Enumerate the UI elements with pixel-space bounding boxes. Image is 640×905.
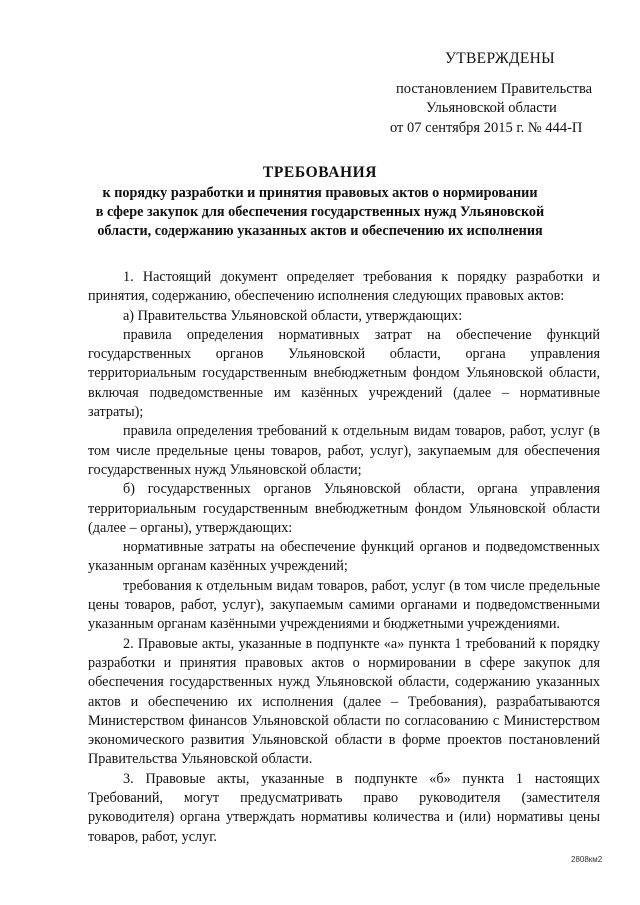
title-sub-1: к порядку разработки и принятия правовых актов о нормировании [102, 185, 538, 201]
paragraph-4: правила определения требований к отдельным видам товаров, работ, услуг (в том числе предельные цены товаров, работ, услуг), закупаемым для обеспечения государственных нужд Ульяновской области; [88, 423, 600, 478]
title-main: ТРЕБОВАНИЯ [262, 164, 378, 181]
paragraph-6: нормативные затраты на обеспечение функций органов и подведомственных указанным органам казённых учреждений; [88, 539, 600, 575]
document-title [60, 164, 580, 241]
paragraph-8: 2. Правовые акты, указанные в подпункте «а» пункта 1 требований к порядку разработки и принятия правовых актов о нормировании в сфере закупок для обеспечения государственных нужд Ульяновской области, содержанию указанных актов и обеспечению их исполнения (далее – Требования), разрабатываются Министерством финансов Ульяновской области по согласованию с Министерством экономического развития Ульяновской области в форме проектов постановлений Правительства Ульяновской области. [88, 635, 600, 768]
paragraph-1: 1. Настоящий документ определяет требования к порядку разработки и принятия, содержанию, обеспечению исполнения следующих правовых актов: [88, 269, 600, 305]
paragraph-5: б) государственных органов Ульяновской области, органа управления территориальным государственным внебюджетным фондом Ульяновской области (далее – органы), утверждающих: [88, 481, 600, 536]
paragraph-7: требования к отдельным видам товаров, работ, услуг (в том числе предельные цены товаров, работ, услуг), закупаемым самими органами и подведомственными указанным органам казёнными учреждениями и бюджетными учреждениями. [88, 577, 600, 633]
approval-stamp: УТВЕРЖДЕНЫ [445, 50, 555, 67]
approval-line-3: от 07 сентября 2015 г. № 444-П [390, 120, 583, 136]
paragraph-2: а) Правительства Ульяновской области, утверждающих: [123, 307, 463, 324]
paragraph-3: правила определения нормативных затрат на обеспечение функций государственных органов Ульяновской области, органа управления территориальным государственным внебюджетным фондом Ульяновской области, включая подведомственные им казённых учреждений (далее – нормативные затраты); [88, 326, 600, 421]
footer-code: 2808км2 [571, 855, 603, 864]
paragraph-9: 3. Правовые акты, указанные в подпункте «б» пункта 1 настоящих Требований, могут предусматривать право руководителя (заместителя руководителя) органа утверждать нормативы количества и (или) нормативы цены товаров, работ, услуг. [88, 770, 600, 845]
title-sub-3: области, содержанию указанных актов и обеспечению их исполнения [97, 223, 543, 239]
approval-line-1: постановлением Правительства [396, 81, 593, 97]
approval-line-2: Ульяновской области [426, 100, 557, 116]
title-sub-2: в сфере закупок для обеспечения государственных нужд Ульяновской [95, 204, 545, 220]
document-body [88, 268, 600, 847]
